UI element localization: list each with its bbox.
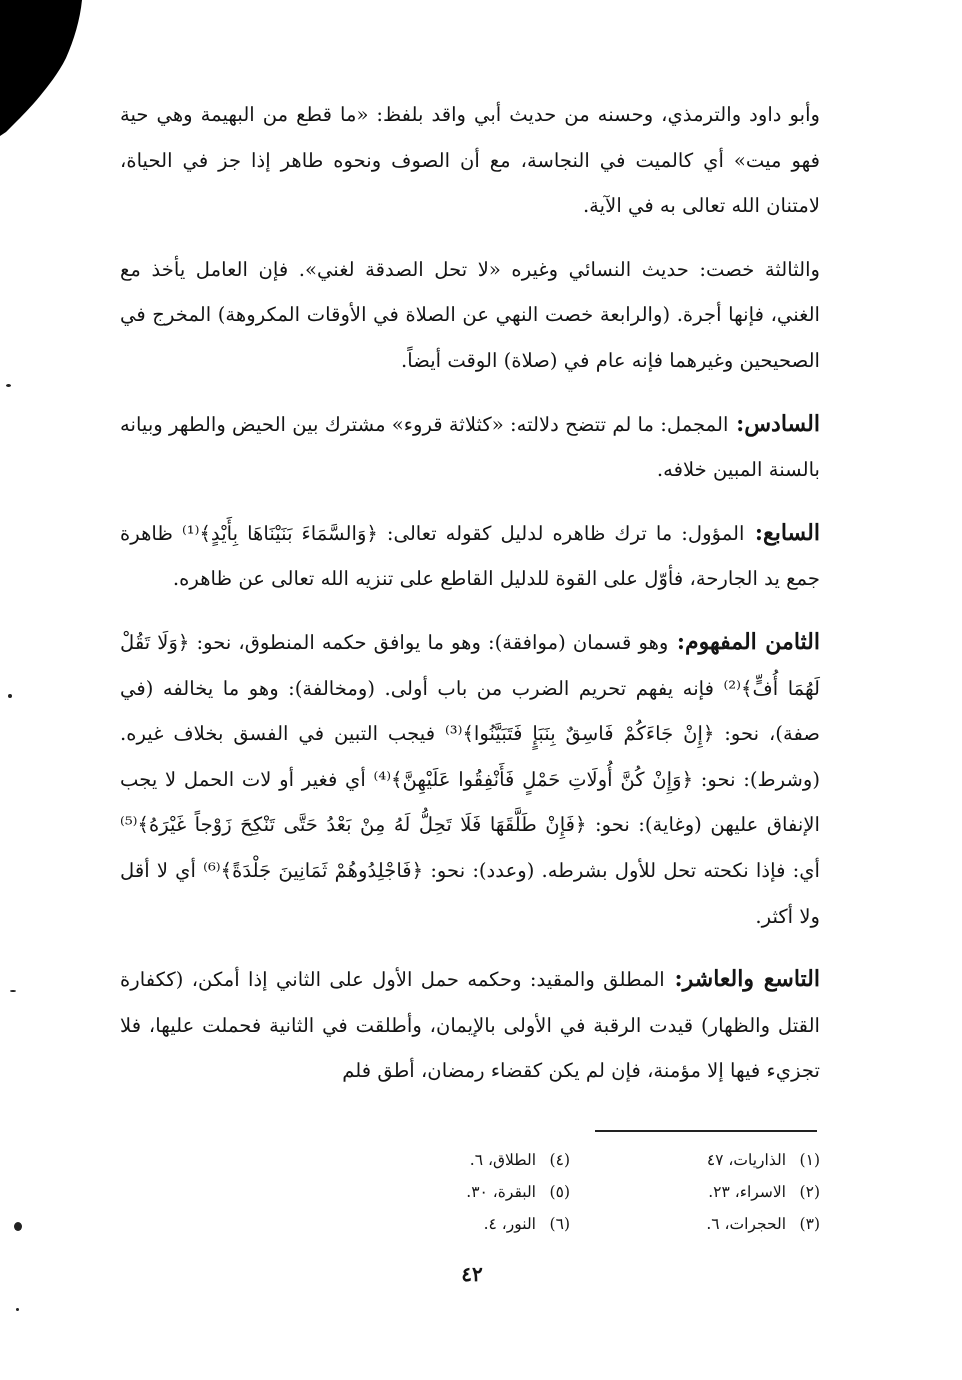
page-number: ٤٢ xyxy=(461,1262,483,1286)
paragraph-2 xyxy=(120,247,820,384)
paragraph-text: والثالثة خصت: حديث النسائي وغيره «لا تحل الصدقة لغني». فإن العامل يأخذ مع الغني، فإنها أجرة. (والرابعة خصت النهي عن الصلاة في الأوقات المكروهة) المخرج في الصحيحين وغيرهما فإنه عام في (صلاة) الوقت أيضاً. xyxy=(120,257,820,372)
footnote-item xyxy=(380,1144,570,1176)
paragraph-text: المجمل: ما لم تتضح دلالته: «كثلاثة قروء» مشترك بين الحيض والطهر وبيانه بالسنة المبين خلافه. xyxy=(120,412,820,482)
footnote-item xyxy=(620,1208,820,1240)
paragraph-text: وهو قسمان (موافقة): وهو ما يوافق حكمه المنطوق، نحو: ﴿وَلَا تَقُلْ لَهُمَا أُفٍّ﴾⁽²⁾ فإنه يفهم تحريم الضرب من باب أولى. (ومخالفة): وهو ما يخالفه (في صفة)، نحو: ﴿إِنْ جَاءَكُمْ فَاسِقٌ بِنَبَإٍ فَتَبَيَّنُوا﴾⁽³⁾ فيجب التبين في الفسق بخلاف غيره. (وشرط): نحو: ﴿وَإِنْ كُنَّ أُولَاتِ حَمْلٍ فَأَنْفِقُوا عَلَيْهِنَّ﴾⁽⁴⁾ أي فغير أو لات الحمل لا يجب الإنفاق عليهن (وغاية): نحو: ﴿فَإِنْ طَلَّقَهَا فَلَا تَحِلُّ لَهُ مِنْ بَعْدُ حَتَّى تَنْكِحَ زَوْجاً غَيْرَهُ﴾⁽⁵⁾ أي: فإذا نكحته تحل للأول بشرطه. (وعدد): نحو: ﴿فَاجْلِدُوهُمْ ثَمَانِينَ جَلْدَةً﴾⁽⁶⁾ أي لا أقل ولا أكثر. xyxy=(120,630,820,928)
footnote-text: الذاريات، ٤٧ xyxy=(706,1151,786,1169)
footnote-number: (١) xyxy=(799,1151,820,1169)
footnote-item xyxy=(620,1176,820,1208)
footnote-text: البقرة، ٣٠. xyxy=(466,1183,536,1201)
scan-speck xyxy=(14,1222,22,1231)
paragraph-ninth-tenth xyxy=(120,957,820,1094)
scan-speck xyxy=(16,1308,19,1311)
footnote-text: الطلاق، ٦. xyxy=(469,1151,536,1169)
section-heading: السابع: xyxy=(744,519,820,546)
scan-speck xyxy=(10,990,16,992)
paragraph-sixth xyxy=(120,402,820,493)
footnote-number: (٢) xyxy=(799,1183,820,1201)
paragraph-text: وأبو داود والترمذي، وحسنه من حديث أبي واقد بلفظ: «ما قطع من البهيمة وهي حية فهو ميت» أي كالميت في النجاسة، مع أن الصوف ونحوه طاهر إذا جز في الحياة، لامتنان الله تعالى به في الآية. xyxy=(120,103,820,218)
footnote-item xyxy=(380,1208,570,1240)
section-heading: السادس: xyxy=(728,410,820,437)
footnote-item xyxy=(620,1144,820,1176)
paragraph-1 xyxy=(120,92,820,229)
footnotes-column-right xyxy=(620,1144,820,1240)
footnote-text: الاسراء، ٢٣. xyxy=(708,1183,786,1201)
footnote-text: النور، ٤. xyxy=(483,1215,536,1233)
paragraph-seventh xyxy=(120,511,820,602)
footnotes-column-left xyxy=(380,1144,570,1240)
section-heading: الثامن المفهوم: xyxy=(668,628,820,655)
footnote-number: (٥) xyxy=(549,1183,570,1201)
scan-speck xyxy=(8,694,12,698)
page-body xyxy=(120,92,820,1112)
footnote-divider xyxy=(595,1130,817,1132)
paragraph-eighth xyxy=(120,620,820,939)
footnote-number: (٣) xyxy=(799,1215,820,1233)
footnote-text: الحجرات، ٦. xyxy=(706,1215,786,1233)
paragraph-text: المطلق والمقيد: وحكمه حمل الأول على الثاني إذا أمكن، (ككفارة القتل والظهار) قيدت الرقبة في الأولى بالإيمان، وأطلقت في الثانية فحملت عليها، فلا تجزيء فيها إلا مؤمنة، فإن لم يكن كقضاء رمضان، أطق فلم xyxy=(120,968,820,1083)
footnote-number: (٦) xyxy=(549,1215,570,1233)
scan-speck xyxy=(6,384,11,387)
paragraph-text: المؤول: ما ترك ظاهره لدليل كقوله تعالى: ﴿وَالسَّمَاءَ بَنَيْنَاهَا بِأَيْدٍ﴾⁽¹⁾ ظاهرة جمع يد الجارحة، فأوّل على القوة للدليل القاطع على تنزيه الله تعالى عن ظاهره. xyxy=(120,521,820,591)
section-heading: التاسع والعاشر: xyxy=(664,966,820,993)
footnote-number: (٤) xyxy=(549,1151,570,1169)
scan-edge-mark xyxy=(0,0,90,140)
footnote-item xyxy=(380,1176,570,1208)
